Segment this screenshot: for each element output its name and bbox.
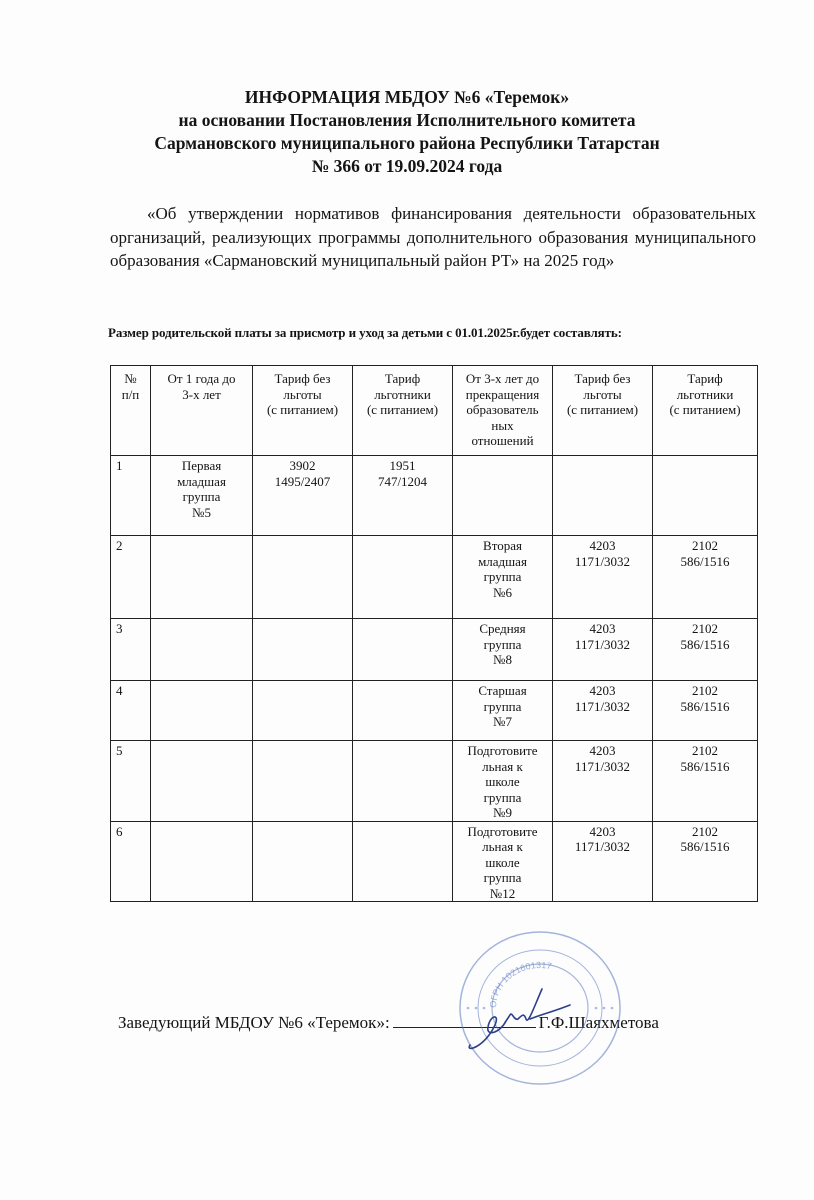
cell-number: 4 [111,681,151,741]
cell-tariff-full: 3902 1495/2407 [253,456,353,536]
cell-group-1-3 [151,536,253,619]
cell-group-1-3 [151,619,253,681]
header-line: на основании Постановления Исполнительного комитета [178,110,636,130]
signatory-role: Заведующий МБДОУ №6 «Теремок»: [118,1013,390,1032]
table-row [111,619,758,681]
cell-tariff-full-2: 4203 1171/3032 [553,619,653,681]
cell-tariff-benefit-2: 2102 586/1516 [653,821,758,902]
stamp-text: ОГРН 1021601317 [487,959,553,1009]
cell-group-3-plus: Старшая группа №7 [453,681,553,741]
cell-tariff-benefit-2: 2102 586/1516 [653,681,758,741]
cell-group-3-plus: Вторая младшая группа №6 [453,536,553,619]
table-row [111,456,758,536]
cell-group-1-3 [151,741,253,822]
cell-group-3-plus: Средняя группа №8 [453,619,553,681]
signatory-name: Г.Ф.Шаяхметова [538,1013,659,1032]
handwritten-signature-icon [460,985,580,1055]
cell-group-3-plus [453,456,553,536]
cell-tariff-full-2 [553,456,653,536]
cell-tariff-benefit: 1951 747/1204 [353,456,453,536]
fees-table [110,365,758,902]
cell-number: 1 [111,456,151,536]
cell-group-3-plus: Подготовите льная к школе группа №9 [453,741,553,822]
cell-tariff-benefit [353,741,453,822]
cell-tariff-benefit [353,536,453,619]
cell-group-3-plus: Подготовите льная к школе группа №12 [453,821,553,902]
cell-tariff-benefit-2: 2102 586/1516 [653,619,758,681]
cell-tariff-benefit-2 [653,456,758,536]
table-header-row [111,366,758,456]
header-line: ИНФОРМАЦИЯ МБДОУ №6 «Теремок» [244,87,570,107]
table-caption: Размер родительской платы за присмотр и уход за детьми с 01.01.2025г.будет составлять: [108,325,622,340]
cell-tariff-full-2: 4203 1171/3032 [553,741,653,822]
cell-tariff-benefit [353,821,453,902]
header-line: № 366 от 19.09.2024 года [311,156,503,176]
header-line: Сармановского муниципального района Республики Татарстан [154,133,660,153]
cell-tariff-full [253,619,353,681]
cell-tariff-full-2: 4203 1171/3032 [553,821,653,902]
table-row [111,681,758,741]
cell-group-1-3 [151,681,253,741]
column-header-tariff-benefit-2: Тариф льготники (с питанием) [653,366,758,456]
cell-tariff-benefit-2: 2102 586/1516 [653,741,758,822]
cell-tariff-full [253,821,353,902]
cell-tariff-full [253,741,353,822]
column-header-number: № п/п [111,366,151,456]
table-row [111,821,758,902]
cell-tariff-benefit-2: 2102 586/1516 [653,536,758,619]
cell-tariff-benefit [353,681,453,741]
cell-number: 5 [111,741,151,822]
cell-tariff-full [253,536,353,619]
table-row [111,536,758,619]
column-header-tariff-full-2: Тариф без льготы (с питанием) [553,366,653,456]
cell-group-1-3 [151,821,253,902]
column-header-tariff-full: Тариф без льготы (с питанием) [253,366,353,456]
document-header [0,86,814,178]
cell-number: 2 [111,536,151,619]
cell-tariff-full-2: 4203 1171/3032 [553,681,653,741]
cell-number: 3 [111,619,151,681]
preamble [110,202,756,273]
preamble-text: «Об утверждении нормативов финансирования деятельности образовательных организаций, реализующих программы дополнительного образования муниципального образования «Сармановский муниципальный район РТ» на 2025 год» [110,204,756,270]
column-header-age-1-3: От 1 года до 3-х лет [151,366,253,456]
cell-tariff-benefit [353,619,453,681]
cell-tariff-full [253,681,353,741]
cell-tariff-full-2: 4203 1171/3032 [553,536,653,619]
cell-number: 6 [111,821,151,902]
table-row [111,741,758,822]
column-header-age-3-plus: От 3-х лет до прекращения образователь ных отношений [453,366,553,456]
cell-group-1-3: Первая младшая группа №5 [151,456,253,536]
column-header-tariff-benefit: Тариф льготники (с питанием) [353,366,453,456]
